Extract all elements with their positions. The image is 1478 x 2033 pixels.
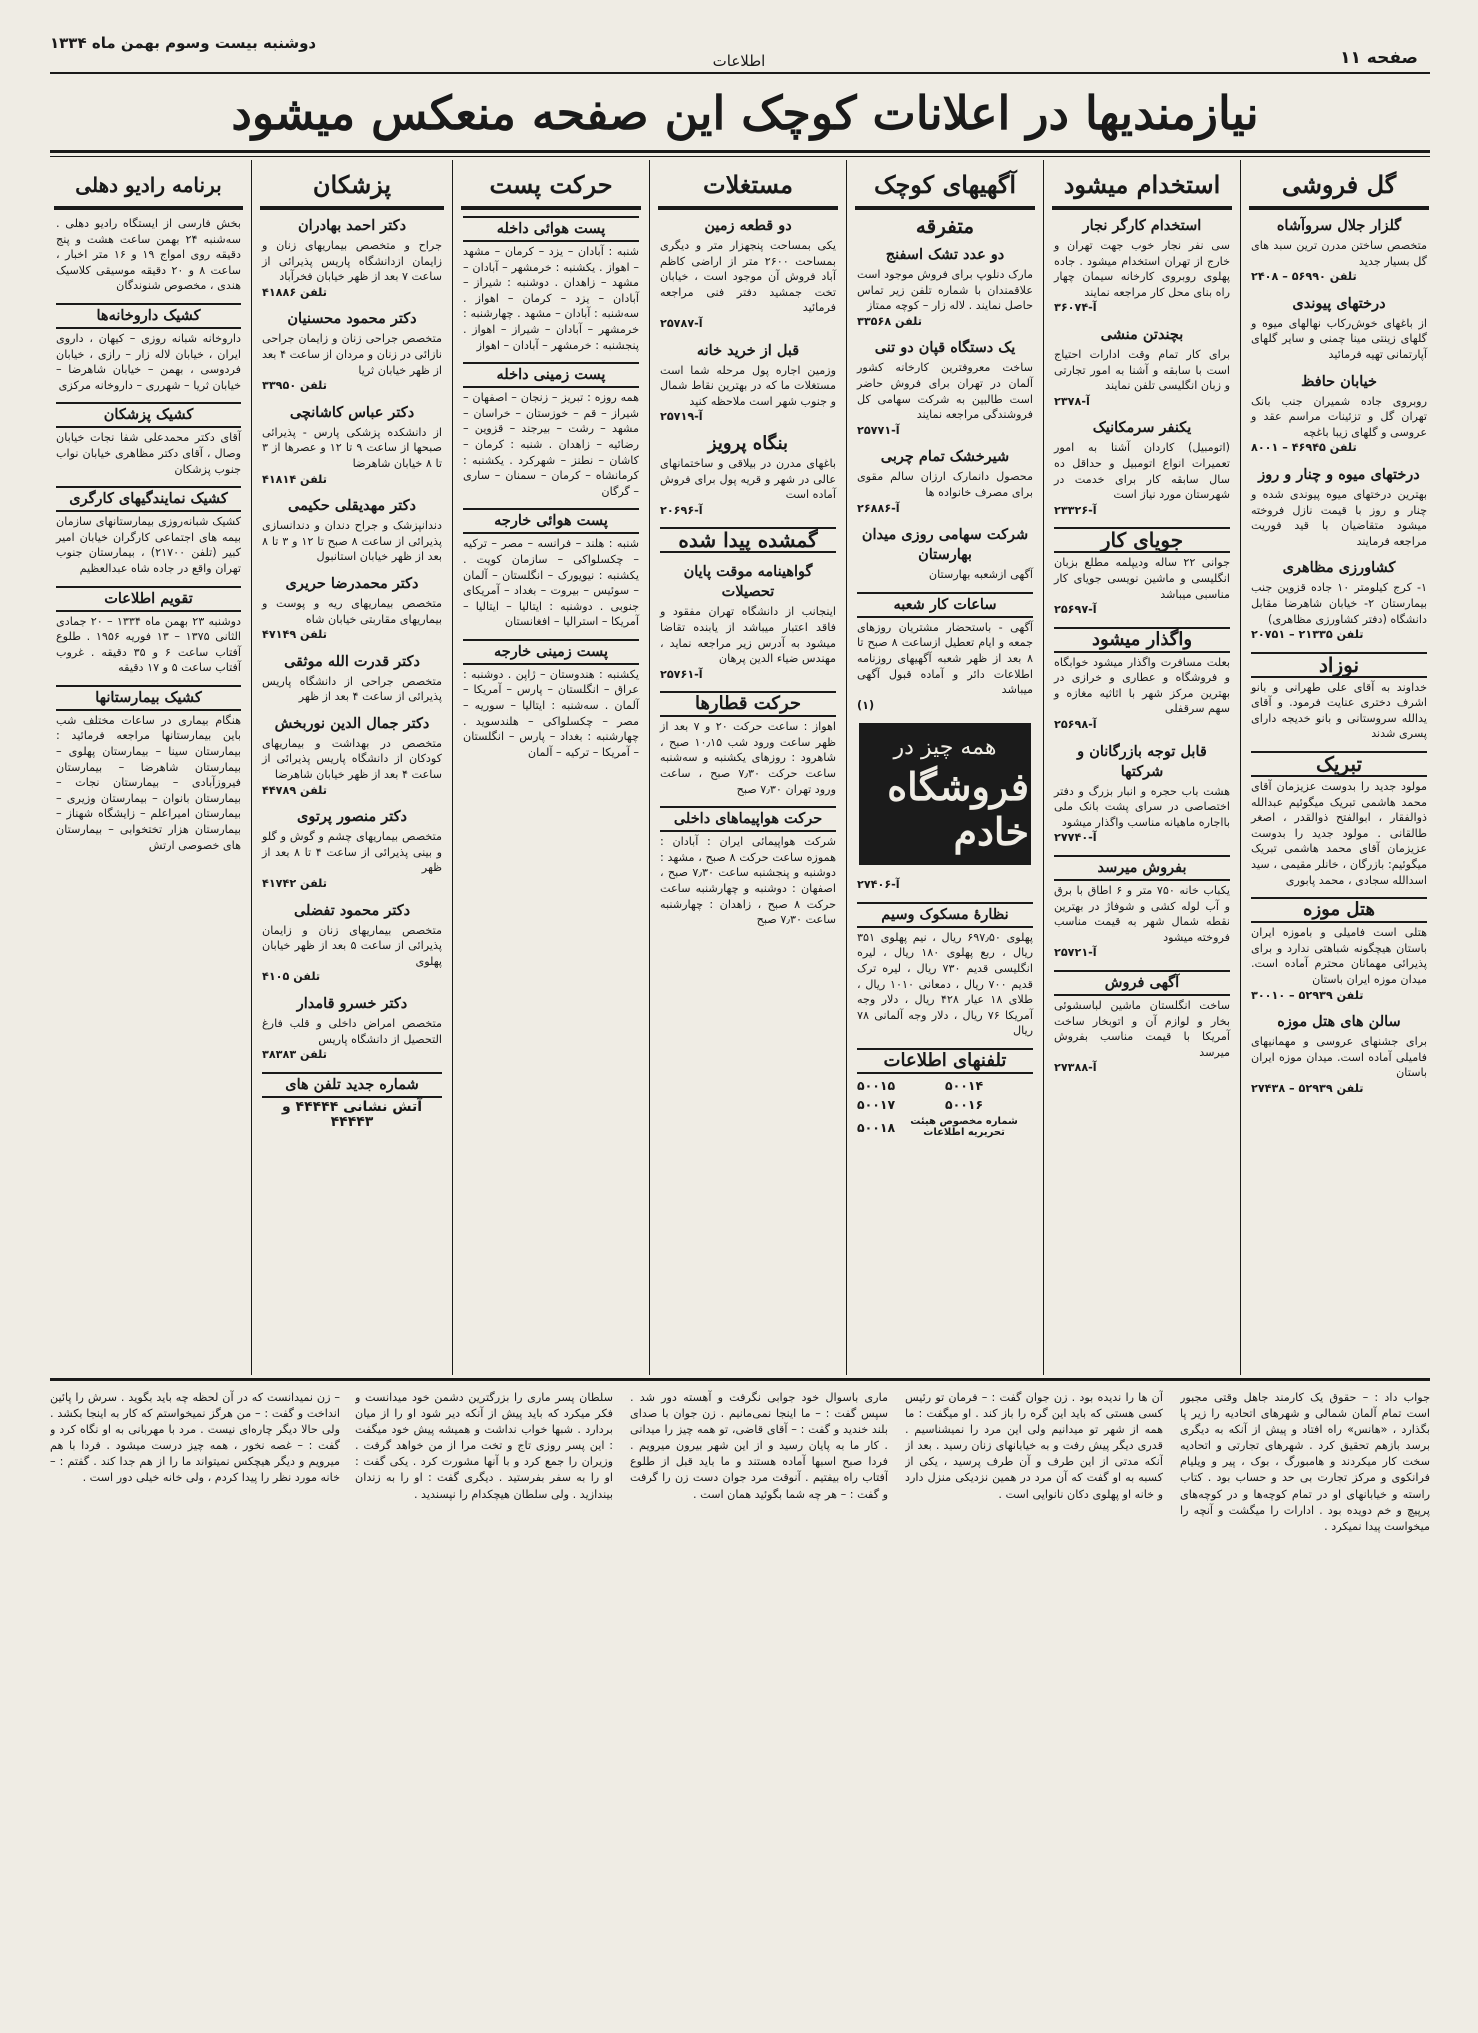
story-column [905, 1390, 1163, 2015]
phone-label: شماره مخصوص هیئت تحریریه اطلاعات [910, 1116, 1018, 1139]
ad-heading: دکتر محمود محسنیان [287, 310, 417, 328]
ad-heading: دو قطعه زمین [704, 217, 792, 234]
ad-block [857, 216, 1033, 236]
ad-block [1251, 558, 1427, 642]
phone-number: ۵۰۰۱۵ [857, 1078, 896, 1094]
ad-block [1054, 970, 1230, 1076]
ad-phone: آ-۲۵۶۹۷ [1054, 603, 1097, 617]
ad-phone: تلفن ۴۱۸۱۴ [262, 472, 327, 486]
story-paragraph: جواب داد : – حقوق یک کارمند جاهل وقتی مجبور است تمام آلمان شمالی و شهرهای اتحادیه را زیر پا بگذارد ، «هانس» راه افتاد و پیش از آنکه به دیگری برسد بازهم تحقیق کرد . شهرهای تجارتی و اتحادیه سخت کار میکردند و هامبورگ ، بوک ، پیر و ویلیام فرانکوی و مرکز تجارت بی حد و حساب بود . کتاب راسته و خیابانهای او در تمام کوچه‌ها و در کوچه‌های پرپیچ و خم دویده بود . ادارات را میگشت و آنچه را میخواست پیدا نمیکرد . [1180, 1391, 1430, 1533]
ad-phone: تلفن ۴۱۷۴۲ [262, 877, 327, 891]
column-title: برنامه رادیو دهلی [75, 173, 222, 197]
ad-block [56, 486, 241, 576]
ad-block [262, 496, 442, 565]
phones-table [857, 1076, 1033, 1140]
ad-block [262, 807, 442, 891]
ad-text: پهلوی ۶۹۷٫۵۰ ریال ، نیم پهلوی ۳۵۱ ریال ، ربع پهلوی ۱۸۰ ریال ، لیره انگلیسی قدیم ۷۳۰ ریال ، لیره ترک قدیم ۷۰۰ ریال ، دمعانی ۱۰۱۰ ریال ، طلای ۱۸ عیار ۴۲۸ ریال ، دلار وجه آمریکا ۷۶ ریال ، دلار وجه آلمانی ۷۸ ریال [857, 930, 1034, 1038]
ad-phone: تلفن ۵۲۹۳۹ – ۳۰۰۱۰ [1251, 988, 1364, 1002]
ad-heading: درختهای پیوندی [1292, 294, 1386, 312]
ad-block [56, 402, 241, 477]
phone-number: ۵۰۰۱۶ [945, 1097, 984, 1113]
ad-phone: تلفن ۴۱۸۸۶ [262, 285, 327, 299]
ad-heading: گواهینامه موقت پایان تحصیلات [683, 563, 813, 601]
ad-text: خداوند به آقای علی طهرانی و بانو اشرف دختری عنایت فرمود. و آقای یدالله سروستانی و بانو خدیجه دارای پسری شدند [1251, 680, 1427, 741]
ad-block [857, 592, 1033, 714]
ad-heading: حرکت هواپیماهای داخلی [660, 806, 836, 832]
ad-heading: پست زمینی خارجه [463, 639, 639, 665]
ad-heading: درختهای میوه و چنار و روز [1258, 465, 1420, 483]
ad-text: هنگام بیماری در ساعات مختلف شب باین بیمارستانها مراجعه فرمائید : بیمارستان سینا – بیمارستان پهلوی – بیمارستان شاهرضا – بیمارستان فیروزآبادی – بیمارستان نجات – بیمارستان بانوان – بیمارستان وزیری – بیمارستان امیراعلم – زایشگاه شهناز – بیمارستان هزار تختخوابی – بیمارستان های خصوصی ارتش [56, 713, 241, 852]
ad-block [1054, 418, 1230, 518]
story-column [630, 1390, 888, 2015]
ad-heading: بچندتن منشی [1100, 325, 1184, 343]
ad-heading: سالن های هتل موزه [1277, 1013, 1401, 1031]
column-title: حرکت پست [489, 170, 613, 199]
ad-text: آتش نشانی ۴۴۴۴۴ و ۴۴۴۴۳ [281, 1098, 423, 1131]
ad-block [660, 527, 836, 553]
ad-phone: تلفن ۲۱۳۳۵ – ۲۰۷۵۱ [1251, 628, 1364, 642]
ad-heading: دکتر مهدیقلی حکیمی [288, 497, 416, 515]
ad-block [660, 562, 836, 682]
ad-block [1054, 627, 1230, 733]
story-top-rule [50, 1378, 1430, 1381]
ad-block [56, 586, 241, 676]
column-flowers [1245, 168, 1433, 1371]
page-headline: نیازمندیها در اعلانات کوچک این صفحه منعکس میشود [231, 86, 1259, 140]
ad-text: برای کار تمام وقت ادارات احتیاج است با سابقه و آشنا به امور تجارتی و زبان انگلیسی تلفن نمایند [1054, 347, 1230, 393]
ad-phone: آ-۲۷۴۰۶ [857, 878, 900, 892]
ad-phone: آ-۲۵۷۶۱ [660, 667, 703, 681]
ad-phone: تلفن ۳۳۵۶۸ [857, 314, 922, 328]
ad-phone: آ-۲۳۷۸ [1054, 394, 1090, 408]
ad-text: اینجانب از دانشگاه تهران مفقود و فاقد اعتبار میباشد از یابنده تقاضا میشود به آدرس زیر مراجعه نماید ، مهندس ضیاء الدین پرهان [660, 605, 836, 666]
khadem-store-ad [859, 723, 1031, 865]
table-row [857, 1076, 1033, 1095]
ad-text: دوشنبه ۲۳ بهمن ماه ۱۳۳۴ – ۲۰ جمادی الثانی ۱۳۷۵ – ۱۳ فوریه ۱۹۵۶ . طلوع آفتاب ساعت ۶ و ۳۵ دقیقه . غروب آفتاب ساعت ۵ و ۱۷ دقیقه [56, 614, 241, 675]
ad-heading: دکتر محمدرضا حریری [285, 574, 419, 592]
ad-heading: کشیک داروخانه‌ها [56, 303, 241, 329]
column-title: استخدام میشود [1063, 170, 1221, 199]
ad-block [1054, 742, 1230, 846]
ad-text: از باغهای خوش‌رکاب نهالهای میوه و گلهای زینتی مینا چمنی و سایر گلهای آپارتمانی تهیه فرمائید [1251, 316, 1427, 361]
ad-text: متخصص بیماریهای زنان و زایمان پذیرائی از ساعت ۵ بعد از ظهر خیابان پهلوی [262, 923, 442, 968]
column-doctors [256, 168, 448, 1371]
ad-heading: بفروش میرسد [1054, 855, 1230, 881]
story-paragraph: آن ها را ندیده بود . زن جوان گفت : – فرمان تو رئیس کسی هستی که باید این گره را باز کند . او میگفت : ما همه از شهر تو میدانیم ولی این مرد را نمیشناسیم . قدری دیگر پیش رفت و به خیابانهای زنان رسید . بعد از آنکه مدتی از این طرف و آن طرف پرسید ، یکی از کسبه به او گفت که آن مرد در همین نزدیکی منزل دارد و خانه او پهلوی دکان نانوایی است . [905, 1391, 1163, 1501]
ad-text: داروخانه شبانه روزی – کیهان ، داروی ایران ، خیابان لاله زار – رازی ، خیابان فردوسی ، بهمن – خیابان شاهرضا – خیابان ثریا – شهرری – داروخانه مرکزی [56, 331, 241, 392]
title-bar [54, 206, 243, 210]
ad-heading: کشیک نمایندگیهای کارگری [56, 486, 241, 512]
column-title: گل فروشی [1281, 170, 1397, 199]
ad-phone: (۱) [857, 698, 875, 712]
story-column [50, 1390, 340, 2015]
ad-phone: تلفن ۵۲۹۳۹ – ۲۷۴۳۸ [1251, 1081, 1364, 1095]
ad-heading: ساعات کار شعبه [857, 592, 1033, 618]
ad-heading: نوزاد [1251, 652, 1427, 678]
ad-text: آقای دکتر محمدعلی شفا نجات خیابان وصال ، آقای دکتر مظاهری خیابان نواب جنوب پزشکان [56, 431, 241, 476]
ad-block [262, 994, 442, 1063]
ad-heading: تقویم اطلاعات [56, 586, 241, 612]
ad-text: شنبه : هلند – فرانسه – مصر – ترکیه – چکسلواکی – سازمان کویت . یکشنبه : نیویورک – انگلستان – آلمان – سوئیس – بیروت – بغداد – آمریکای جنوبی . دوشنبه : ایتالیا – ایتالیا – آمریکا – استرالیا – افغانستان [463, 537, 639, 629]
title-bar [855, 206, 1035, 210]
ad-phone: تلفن ۳۳۹۵۰ [262, 379, 327, 393]
ad-block [1251, 294, 1427, 363]
ad-text: هتلی است فامیلی و باموزه ایران باستان هیچگونه شباهتی ندارد و برای پذیرائی مهمانان محترم آماده است. میدان موزه ایران باستان [1251, 926, 1427, 986]
ad-heading: خیابان حافظ [1301, 372, 1377, 390]
ad-heading: پست هوائی داخله [463, 216, 639, 242]
ad-text: کشیک شبانه‌روزی بیمارستانهای سازمان بیمه های اجتماعی کارگران خیابان امیر کبیر (تلفن ۲۱۷۰۰) ، بیمارستان جنوب تهران واقع در جاده شاه عبدالعظیم [56, 515, 241, 575]
table-row [857, 1114, 1033, 1140]
ad-text: آگهی ازشعبه بهارستان [928, 568, 1033, 582]
ad-phone: آ-۳۶۰۷۴ [1054, 301, 1097, 315]
ad-block [262, 714, 442, 798]
ad-phone: آ-۲۵۷۸۷ [660, 316, 703, 330]
title-bar [1249, 206, 1429, 210]
ad-heading: دکتر خسرو قامدار [296, 995, 408, 1012]
ad-text: متخصص جراحی زنان و زایمان جراحی نازائی در زنان و مردان از ساعت ۴ بعد از ظهر خیابان ثریا [262, 332, 442, 377]
ad-text: آگهی - باستحضار مشتریان روزهای جمعه و ایام تعطیل ازساعت ۸ صبح تا ۸ بعد از ظهر شعبه آگهیهای روزنامه اطلاعات دائر و آماده قبول آگهی میباشد [857, 620, 1033, 697]
ad-heading: دکتر جمال الدین نوربخش [274, 714, 430, 732]
ad-text: از دانشکده پزشکی پارس - پذیرائی صبحها از ساعت ۹ تا ۱۲ و عصرها از ۳ تا ۸ خیابان شاهرضا [262, 425, 442, 470]
ad-heading: دکتر منصور پرتوی [297, 808, 407, 826]
column-divider [251, 160, 252, 1375]
ad-heading: کشیک بیمارستانها [56, 685, 241, 711]
ad-text: مولود جدید را بدوست عزیزمان آقای محمد هاشمی تبریک میگوئیم عبدالله ذوالفقار ، ابوالفتح ذوالقدر ، اصغر طالقانی . مولود جدید را بدوست عزیزمان آقای محمد هاشمی تبریک میگوئیم: بازرگان ، خانلر مقیمی ، سید اسدالله سجادی ، محمد پابوری [1251, 780, 1427, 887]
ad-block [660, 691, 836, 797]
ad-heading: شرکت سهامی روزی میدان بهارستان [861, 526, 1029, 564]
ad-block [1251, 216, 1427, 285]
ad-text: دندانپزشک و جراح دندان و دندانسازی پذیرائی از ساعت ۸ صبح تا ۱۲ و ۳ تا ۸ بعد از ظهر خیابان استانبول [262, 519, 443, 564]
column-small-ads [851, 168, 1039, 1371]
ad-heading: گمشده پیدا شده [660, 527, 836, 553]
ad-phone: آ-۲۵۷۲۱ [1054, 946, 1097, 960]
page-number: صفحه ۱۱ [1340, 48, 1418, 68]
ad-block [463, 216, 639, 353]
column-radio-pharmacy [50, 168, 247, 1371]
ad-block [660, 341, 836, 425]
ad-heading: حرکت قطارها [660, 691, 836, 717]
title-bar [461, 206, 641, 210]
ad-text: یکی بمساحت پنجهزار متر و دیگری بمساحت ۲۶۰۰ متر از اراضی کاظم آباد فروش آن موجود است ، خیابان تخت جمشید دفتر فنی مراجعه فرمائید [660, 239, 836, 315]
ad-block [857, 877, 1033, 893]
ad-heading: پست زمینی داخله [463, 362, 639, 388]
ad-block [660, 806, 836, 928]
ad-block [262, 1072, 442, 1131]
column-title: آگهیهای کوچک [873, 170, 1017, 199]
story-paragraph: ماری باسوال خود جوابی نگرفت و آهسته دور شد . سپس گفت : – ما اینجا نمی‌مانیم . زن جوان با صدای بلند خندید و گفت : – آقای قاضی، تو همه چیز را میدانی . کار ما به پایان رسید و از این شهر بیرون میرویم . فردا صبح اسبها آماده هستند و ما باید قبل از طلوع آفتاب راه بیفتیم . آنوقت مرد جوان دست زن را گرفت و گفت : – هر چه شما بگوئید همان است . [630, 1391, 888, 1501]
story-column [1180, 1390, 1430, 2015]
ad-phone: تلفن ۵۶۹۹۰ – ۲۴۰۸ [1251, 270, 1357, 284]
ad-phone: آ-۲۵۷۷۱ [857, 423, 900, 437]
ad-text: اهواز : ساعت حرکت ۲۰ و ۷ بعد از ظهر ساعت ورود شب ۱۰٫۱۵ صبح ، شاهرود : روزهای یکشنبه و سه‌شنبه ساعت حرکت ۷٫۳۰ صبح ، ساعت ورود تهران ۷٫۳۰ صبح [660, 720, 837, 796]
ad-text: مارک دنلوپ برای فروش موجود است علاقمندان با شماره تلفن زیر تماس حاصل نمایند . لاله زار – کوچه ممتاز [857, 268, 1033, 313]
headline-rule-thin [50, 156, 1430, 157]
ad-heading: آگهی فروش [1054, 970, 1230, 996]
page-header [0, 0, 1478, 75]
ad-text: محصول دانمارک ارزان سالم مقوی برای مصرف خانواده ها [857, 470, 1033, 499]
ad-block [1251, 751, 1427, 888]
paper-name: اطلاعات [712, 52, 766, 70]
ad-text: بهترین درختهای میوه پیوندی شده و چنار و روز با قیمت نازل فروخته میشود متقاضیان با قید فوریت مراجعه فرمایند [1251, 487, 1427, 548]
ad-text: جوانی ۲۲ ساله ودیپلمه مطلع بزبان انگلیسی و ماشین نویسی جویای کار مناسبی میباشد [1054, 556, 1230, 601]
column-real-estate [654, 168, 842, 1371]
ad-text: شنبه : آبادان – یزد – کرمان – مشهد – اهواز . یکشنبه : خرمشهر – آبادان – مشهد – زاهدان . دوشنبه : شیراز – آبادان – یزد – کرمان – اهواز . سه‌شنبه : آبادان – مشهد . چهارشنبه : خرمشهر – آبادان – شیراز – اهواز . پنجشنبه : خرمشهر – آبادان – اهواز [463, 245, 639, 352]
ad-text: شرکت هواپیمائی ایران : آبادان : هموزه ساعت حرکت ۸ صبح ، مشهد : دوشنبه و پنجشنبه ساعت ۷٫۳۰ صبح ، اصفهان : دوشنبه و چهارشنبه ساعت حرکت ۸ صبح ، زاهدان : چهارشنبه ساعت ۷٫۳۰ صبح [660, 835, 836, 927]
ad-heading: شماره جدید تلفن های [262, 1072, 442, 1098]
ad-block [463, 508, 639, 630]
ad-block [857, 447, 1033, 516]
ad-heading: هتل موزه [1251, 897, 1427, 923]
ad-block [262, 309, 442, 393]
ad-text: سی نفر نجار خوب جهت تهران و خارج از تهران استخدام میشود . جاده پهلوی روبروی کارخانه سیمان چهار راه بنای محل کار مراجعه نمایند [1054, 239, 1230, 299]
ad-block [1054, 527, 1230, 617]
ad-text: یکباب خانه ۷۵۰ متر و ۶ اطاق با برق و آب لوله کشی و شوفاژ در بهترین نقطه شمال شهر به قیمت مناسب فروخته میشود [1054, 884, 1230, 944]
phone-number: ۵۰۰۱۷ [857, 1097, 896, 1113]
ad-phone: تلفن ۴۴۷۸۹ [262, 783, 327, 797]
ad-block [1251, 652, 1427, 742]
ad-text: ساخت معروفترین کارخانه کشور آلمان در تهران برای فروش حاضر است طالبین به شرکت سهامی کل فروشندگی مراجعه نمایند [857, 361, 1033, 422]
ad-heading: جویای کار [1054, 527, 1230, 553]
title-bar [260, 206, 444, 210]
ad-phone: آ-۲۷۳۸۸ [1054, 1061, 1097, 1075]
ad-block [857, 525, 1033, 583]
ad-block [857, 902, 1033, 1039]
ad-block [56, 303, 241, 393]
header-rule [50, 72, 1430, 74]
ad-heading: یکنفر سرمکانیک [1092, 419, 1192, 437]
ad-phone: آ-۲۰۶۹۶ [660, 503, 703, 517]
ad-text: یکشنبه : هندوستان – ژاپن . دوشنبه : عراق – انگلستان – پارس – آمریکا – آلمان . سه‌شنبه : ایتالیا – سوریه – مصر – چکسلواکی – هلندسوید . چهارشنبه : بغداد – پارس – انگلستان – آمریکا – ترکیه – آلمان [463, 667, 639, 759]
ad-phone: آ-۲۳۳۲۶ [1054, 503, 1097, 517]
ad-block [857, 1048, 1033, 1140]
ad-block [56, 216, 241, 294]
ad-text: روبروی جاده شمیران جنب بانک تهران گل و تزئینات مراسم عقد و عروسی و گلهای زیبا باغچه [1251, 394, 1427, 439]
ad-heading: دکتر محمود تفضلی [293, 901, 411, 919]
ad-block [463, 362, 639, 499]
story-paragraph: – زن نمیدانست که در آن لحظه چه باید بگوید . سرش را پائین انداخت و گفت : – من هرگز نمیخواستم که کار به اینجا بکشد . ولی حالا دیگر چاره‌ای نیست . مرد با مهربانی به او نگاه کرد و گفت : – غصه نخور ، همه چیز درست میشود . فردا با هم میرویم و دیگر هیچکس نمیتواند ما را از هم جدا کند . گفتم : – خانه مورد نظر را پیدا کردم ، ولی خانه خیلی دور است . [50, 1391, 340, 1485]
ad-block [463, 639, 639, 761]
ad-heading: قبل از خرید خانه [696, 341, 800, 359]
ad-text: همه روزه : تبریز – زنجان – اصفهان – شیراز – قم – خوزستان – خراسان – مشهد – رشت – بیرجند – قزوین – رضائیه – زاهدان . شنبه : کرمان – کاشان – نطنز – شهرکرد . یکشنبه : کرمانشاه – کرمان – سمنان – ساری – گرگان [463, 391, 639, 498]
ad-phone: تلفن ۳۸۳۸۳ [262, 1048, 327, 1062]
column-divider [846, 160, 847, 1375]
ad-block [1251, 372, 1427, 456]
column-post [457, 168, 645, 1371]
ad-block [1251, 1012, 1427, 1096]
ad-heading: پست هوائی خارجه [463, 508, 639, 534]
ad-block [857, 245, 1033, 329]
ad-text: ساخت انگلستان ماشین لباسشوئی بخار و لوازم آن و اتوبخار ساخت آمریکا با قیمت مناسب بفروش میرسد [1054, 999, 1230, 1059]
column-divider [1043, 160, 1044, 1375]
ad-heading: گلزار جلال سروآشاه [1276, 217, 1402, 234]
ad-phone: آ-۲۵۷۱۹ [660, 410, 703, 424]
ad-block [1054, 325, 1230, 409]
ad-block [660, 216, 836, 332]
ad-text: متخصص بیماریهای ریه و پوست و بیماریهای مقاربتی خیابان شاه [262, 596, 442, 626]
ad-heading: یک دستگاه قپان دو تنی [874, 339, 1016, 357]
column-employment [1048, 168, 1236, 1371]
ad-text: بخش فارسی از ایستگاه رادیو دهلی . سه‌شنبه ۲۴ بهمن ساعت هشت و پنج دقیقه روی امواج ۱۹ و ۱۶ متر اخبار ، ساعت ۸ و ۲۰ دقیقه موسیقی کلاسیک هندی ، مخصوص شنوندگان [56, 217, 241, 293]
ad-block [1054, 216, 1230, 316]
story-column [355, 1390, 613, 2015]
ad-heading: قابل توجه بازرگانان و شرکتها [1077, 742, 1207, 780]
column-divider [649, 160, 650, 1375]
ad-text: بعلت مسافرت واگذار میشود خوابگاه و فروشگاه و عطاری و خرازی در بهترین مرکز شهر با اثاثیه مغازه و سهم سرقفلی [1054, 655, 1230, 716]
ad-block [660, 434, 836, 518]
ad-text: متخصص در بهداشت و بیماریهای کودکان از دانشگاه پاریس پذیرائی از ساعت ۴ بعد از ظهر خیابان شاهرضا [262, 736, 442, 782]
ad-heading: تلفنهای اطلاعات [857, 1048, 1033, 1074]
ad-text: متخصص ساختن مدرن ترین سبد های گل بسیار جدید [1251, 239, 1427, 268]
ad-phone: تلفن ۴۱۰۵ [262, 970, 321, 984]
title-bar [1052, 206, 1232, 210]
column-title: مستغلات [703, 170, 793, 199]
ad-heading: بنگاه پرویز [707, 432, 789, 454]
ad-phone: تلفن ۴۷۱۴۹ [262, 628, 327, 642]
ad-phone: آ-۲۷۷۴۰ [1054, 831, 1097, 845]
ad-block [1251, 897, 1427, 1003]
ad-line: همه چیز در [893, 734, 997, 760]
ad-heading: دکتر عباس کاشانچی [289, 403, 415, 421]
ad-phone: آ-۲۵۶۹۸ [1054, 718, 1097, 732]
ad-block [262, 216, 442, 300]
ad-text: باغهای مدرن در بیلاقی و ساختمانهای عالی در شهر و قریه پول برای فروش آماده است [660, 456, 836, 502]
ad-heading: شیرخشک تمام چربی [880, 448, 1010, 466]
ad-block [857, 338, 1033, 438]
ad-heading: دو عدد تشک اسفنج [885, 246, 1005, 263]
column-divider [452, 160, 453, 1375]
ad-block [1054, 855, 1230, 961]
column-title: پزشکان [312, 170, 392, 199]
title-bar [658, 206, 838, 210]
ad-block [262, 901, 442, 985]
ad-phone: تلفن ۴۶۹۴۵ – ۸۰۰۱ [1251, 441, 1357, 455]
ad-text: جراح و متخصص بیماریهای زنان و زایمان ازدانشگاه پاریس پذیرائی از ساعت ۷ بعد از ظهر خیابان فخرآباد [262, 239, 442, 284]
story-paragraph: سلطان پسر ماری را بزرگترین دشمن خود میدانست و فکر میکرد که باید پیش از آنکه دیر شود او را از میان بردارد . شبها خواب نداشت و همیشه پیش خود میگفت : این پسر روزی تاج و تخت مرا از من خواهد گرفت . وزیران را جمع کرد و با آنها مشورت کرد . یکی گفت : او را به سفر بفرستید . دیگری گفت : او را به زندان بیندازید . ولی سلطان هیچکدام را نپسندید . [355, 1391, 613, 1501]
column-divider [1240, 160, 1241, 1375]
ad-block [262, 574, 442, 643]
ad-heading: کشیک پزشکان [56, 402, 241, 428]
date-line: دوشنبه بیست وسوم بهمن ماه ۱۳۳۴ [50, 34, 317, 52]
ad-heading: دکتر احمد بهادران [297, 217, 407, 234]
ad-text: ۱- کرج کیلومتر ۱۰ جاده قزوین جنب بیمارستان ۲- خیابان شاهرضا مقابل دانشگاه (دفتر کشاورزی مظاهری) [1251, 581, 1427, 626]
ad-block [262, 403, 442, 487]
ad-text: متخصص جراحی از دانشگاه پاریس پذیرائی از ساعت ۴ بعد از ظهر [262, 674, 442, 704]
phone-number: ۵۰۰۱۴ [945, 1078, 984, 1094]
ad-text: متخصص بیماریهای چشم و گوش و گلو و بینی پذیرائی از ساعت ۴ تا ۸ بعد از ظهر [262, 830, 442, 875]
ad-heading: دکتر قدرت الله موثقی [284, 652, 420, 670]
ad-block [262, 652, 442, 705]
phone-number: ۵۰۰۱۸ [857, 1119, 896, 1135]
ad-text: متخصص امراض داخلی و قلب فارغ التحصیل از دانشگاه پاریس [262, 1017, 442, 1046]
ad-heading: واگذار میشود [1054, 627, 1230, 653]
ad-text: وزمین اجاره پول مرحله شما است مستغلات ما که در بهترین نقاط شمال و جنوب شهر است ملاحظه کنید [660, 363, 836, 408]
ad-block [56, 685, 241, 853]
ad-store-name: فروشگاه خادم [887, 763, 1029, 854]
ad-text: برای جشنهای عروسی و مهمانیهای فامیلی آماده است. میدان موزه ایران باستان [1251, 1035, 1427, 1080]
headline-rule [50, 150, 1430, 153]
ad-heading: استخدام کارگر نجار [1082, 217, 1202, 234]
ad-heading: نظارۀ مسکوک وسیم [857, 902, 1033, 928]
ad-heading: متفرقه [915, 214, 975, 238]
table-row [857, 1095, 1033, 1114]
ad-heading: کشاورزی مظاهری [1282, 559, 1396, 577]
ad-phone: آ-۲۶۸۸۶ [857, 501, 900, 515]
ad-block [1251, 465, 1427, 549]
ad-heading: تبریک [1251, 751, 1427, 777]
ad-text: هشت باب حجره و انبار بزرگ و دفتر اختصاصی در سرای پشت بانک ملی بااجاره ماهیانه مناسب واگذار میشود [1054, 784, 1230, 829]
ad-text: (اتومبیل) کاردان آشنا به امور تعمیرات انواع اتومبیل و حداقل ده سال سابقه کار برای خدمت در شهرستان مورد نیاز است [1054, 441, 1230, 502]
